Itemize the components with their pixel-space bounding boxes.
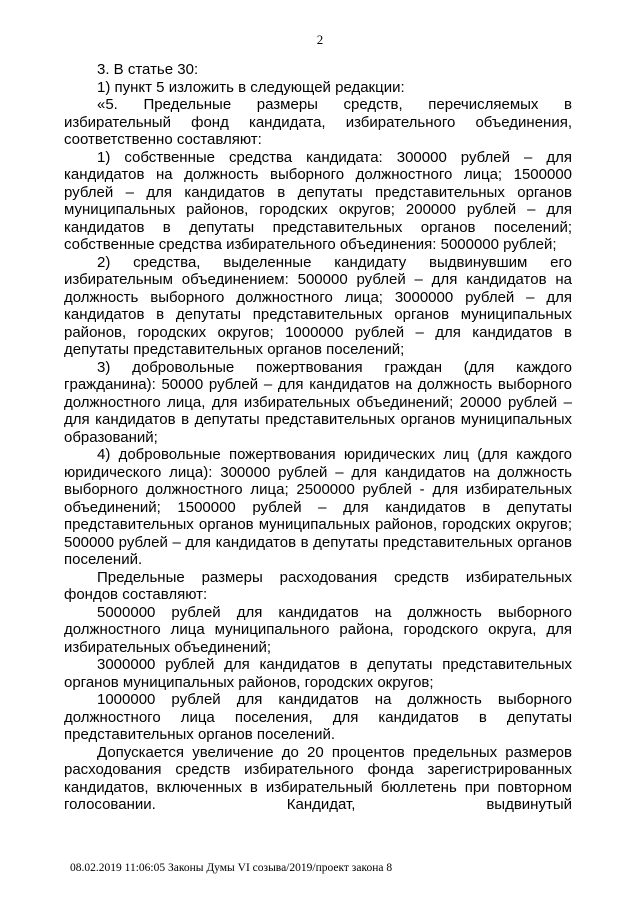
paragraph-limit-5000000: 5000000 рублей для кандидатов на должность выборного должностного лица муниципального района, городского округа, для избирательных объединений;	[64, 603, 572, 656]
paragraph-item-intro: 1) пункт 5 изложить в следующей редакции:	[97, 78, 405, 96]
paragraph-subpoint-4: 4) добровольные пожертвования юридических лиц (для каждого юридического лица): 300000 рублей – для кандидатов на должность выборного должностного лица; 2500000 рублей - для избирательных объединений; 1500000 рублей – для кандидатов в депутаты представительных органов муниципальных районов, городских округов; 500000 рублей – для кандидатов в депутаты представительных органов поселений.	[64, 446, 572, 568]
document-body	[64, 61, 572, 814]
paragraph-point5-intro: «5. Предельные размеры средств, перечисляемых в избирательный фонд кандидата, избирательного объединения, соответственно составляют:	[64, 96, 572, 148]
paragraph-spending-limits-intro: Предельные размеры расходования средств избирательных фондов составляют:	[64, 568, 572, 603]
paragraph-subpoint-1: 1) собственные средства кандидата: 300000 рублей – для кандидатов на должность выборного должностного лица; 1500000 рублей – для кандидатов в депутаты представительных органов муниципальных районов, городских округов; 200000 рублей – для кандидатов в депутаты представительных органов поселений; собственные средства избирательного объединения: 5000000 рублей;	[64, 148, 572, 253]
paragraph-article-intro: 3. В статье 30:	[97, 61, 199, 78]
paragraph-limit-3000000: 3000000 рублей для кандидатов в депутаты представительных органов муниципальных районов, городских округов;	[64, 656, 572, 691]
page-number: 2	[316, 32, 324, 47]
paragraph-subpoint-3: 3) добровольные пожертвования граждан (для каждого гражданина): 50000 рублей – для кандидатов на должность выборного должностного лица, для избирательных объединений; 20000 рублей – для кандидатов в депутаты представительных органов муниципальных образований;	[64, 358, 572, 446]
paragraph-increase-allowance: Допускается увеличение до 20 процентов предельных размеров расходования средств избирательного фонда зарегистрированных кандидатов, включенных в избирательный бюллетень при повторном голосовании. Кандидат, выдвинутый	[64, 743, 572, 813]
paragraph-subpoint-2: 2) средства, выделенные кандидату выдвинувшим его избирательным объединением: 500000 рублей – для кандидатов на должность выборного должностного лица; 3000000 рублей – для кандидатов в депутаты представительных органов муниципальных районов, городских округов; 1000000 рублей – для кандидатов в депутаты представительных органов поселений;	[64, 253, 572, 358]
paragraph-limit-1000000: 1000000 рублей для кандидатов на должность выборного должностного лица поселения, для кандидатов в депутаты представительных органов поселений.	[64, 691, 572, 743]
footer-stamp: 08.02.2019 11:06:05 Законы Думы VI созыва/2019/проект закона 8	[70, 862, 393, 874]
